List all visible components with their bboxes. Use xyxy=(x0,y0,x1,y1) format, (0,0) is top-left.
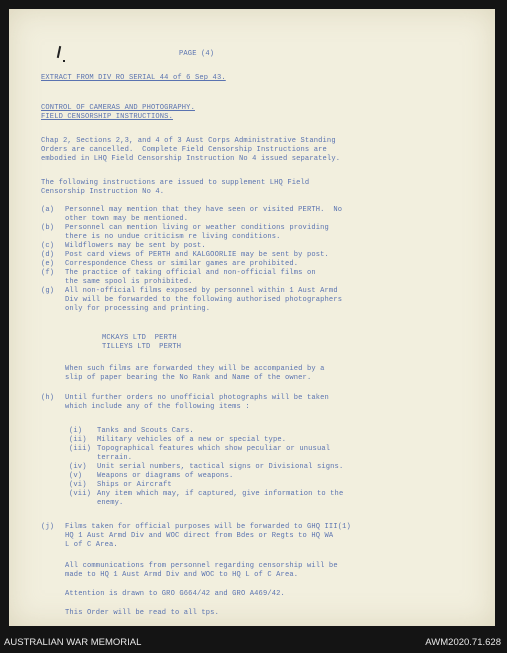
intro-line: embodied in LHQ Field Censorship Instruction No 4 issued separately. xyxy=(41,155,341,163)
item-label: (j) xyxy=(41,523,55,531)
document-sheet xyxy=(9,9,495,626)
item-label: (b) xyxy=(41,224,55,232)
subitem-label: (v) xyxy=(69,472,83,480)
subitem-text-line: Any item which may, if captured, give information to the xyxy=(97,490,344,498)
item-text-line: the same spool is prohibited. xyxy=(65,278,193,286)
item-text-line: Films taken for official purposes will be forwarded to GHQ III(1) xyxy=(65,523,351,531)
subitem-label: (vii) xyxy=(69,490,91,498)
item-text-line: there is no undue criticism re living conditions. xyxy=(65,233,281,241)
photographer-name: TILLEYS LTD PERTH xyxy=(102,343,182,351)
item-label: (d) xyxy=(41,251,55,259)
item-label: (e) xyxy=(41,260,55,268)
item-label: (f) xyxy=(41,269,55,277)
subitem-label: (ii) xyxy=(69,436,87,444)
final-line: This Order will be read to all tps. xyxy=(65,609,219,617)
item-text-line: All non-official films exposed by personnel within 1 Aust Armd xyxy=(65,287,338,295)
extract-title: EXTRACT FROM DIV RO SERIAL 44 of 6 Sep 43. xyxy=(41,74,226,82)
subitem-label: (iii) xyxy=(69,445,91,453)
subitem-text-line: Weapons or diagrams of weapons. xyxy=(97,472,234,480)
attention-line: Attention is drawn to GRO G664/42 and GRO A469/42. xyxy=(65,590,285,598)
item-label: (h) xyxy=(41,394,55,402)
item-text-line: Div will be forwarded to the following authorised photographers xyxy=(65,296,343,304)
item-text-line: only for processing and printing. xyxy=(65,305,211,313)
typed-page xyxy=(9,9,495,626)
footer-accession-number: AWM2020.71.628 xyxy=(425,637,501,648)
subitem-text-line: enemy. xyxy=(97,499,124,507)
item-text-line: Until further orders no unofficial photographs will be taken xyxy=(65,394,329,402)
item-text-line: other town may be mentioned. xyxy=(65,215,189,223)
closing-line: made to HQ 1 Aust Armd Div and WOC to HQ L of C Area. xyxy=(65,571,299,579)
supplement-line: The following instructions are issued to supplement LHQ Field xyxy=(41,179,310,187)
subitem-label: (vi) xyxy=(69,481,87,489)
item-label: (c) xyxy=(41,242,55,250)
heading-control-cameras: CONTROL OF CAMERAS AND PHOTOGRAPHY. xyxy=(41,104,195,112)
intro-line: Chap 2, Sections 2,3, and 4 of 3 Aust Corps Administrative Standing xyxy=(41,137,336,145)
item-text-line: Wildflowers may be sent by post. xyxy=(65,242,206,250)
subitem-label: (iv) xyxy=(69,463,87,471)
item-text-line: HQ 1 Aust Armd Div and WOC direct from Bdes or Regts to HQ WA xyxy=(65,532,334,540)
item-text-line: Personnel can mention living or weather conditions providing xyxy=(65,224,329,232)
supplement-line: Censorship Instruction No 4. xyxy=(41,188,165,196)
footer-credit: AUSTRALIAN WAR MEMORIAL xyxy=(4,637,142,648)
closing-line: All communications from personnel regarding censorship will be xyxy=(65,562,338,570)
subitem-text-line: Ships or Aircraft xyxy=(97,481,172,489)
item-label: (g) xyxy=(41,287,55,295)
photographer-name: MCKAYS LTD PERTH xyxy=(102,334,177,342)
intro-line: Orders are cancelled. Complete Field Censorship Instructions are xyxy=(41,146,327,154)
subitem-label: (i) xyxy=(69,427,83,435)
item-text-line: Post card views of PERTH and KALGOORLIE may be sent by post. xyxy=(65,251,329,259)
slip-text-line: When such films are forwarded they will be accompanied by a xyxy=(65,365,325,373)
item-text-line: L of C Area. xyxy=(65,541,118,549)
subitem-text-line: Topographical features which show peculiar or unusual xyxy=(97,445,331,453)
item-label: (a) xyxy=(41,206,55,214)
item-text-line: which include any of the following items : xyxy=(65,403,250,411)
item-text-line: Personnel may mention that they have seen or visited PERTH. No xyxy=(65,206,343,214)
heading-field-censorship: FIELD CENSORSHIP INSTRUCTIONS. xyxy=(41,113,173,121)
slip-text-line: slip of paper bearing the No Rank and Name of the owner. xyxy=(65,374,312,382)
subitem-text-line: Tanks and Scouts Cars. xyxy=(97,427,194,435)
subitem-text-line: Unit serial numbers, tactical signs or Divisional signs. xyxy=(97,463,344,471)
subitem-text-line: terrain. xyxy=(97,454,133,462)
item-text-line: The practice of taking official and non-official films on xyxy=(65,269,316,277)
item-text-line: Correspondence Chess or similar games are prohibited. xyxy=(65,260,299,268)
page-label: PAGE (4) xyxy=(179,50,215,58)
subitem-text-line: Military vehicles of a new or special type. xyxy=(97,436,287,444)
